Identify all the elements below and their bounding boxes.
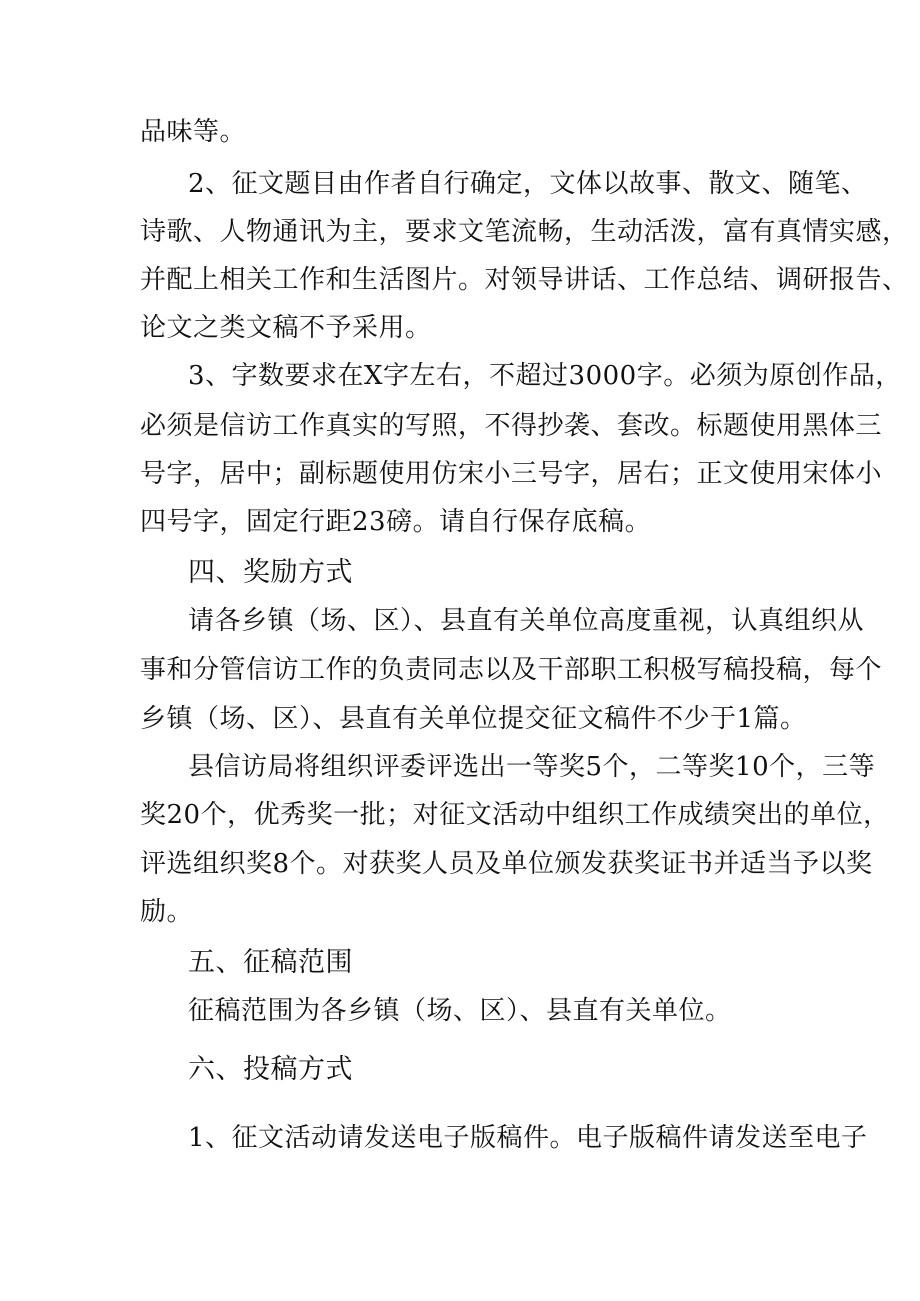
paragraph-line: 2、征文题目由作者自行确定，文体以故事、散文、随笔、 <box>188 169 868 199</box>
paragraph-line: 请各乡镇（场、区）、县直有关单位高度重视，认真组织从 <box>188 606 865 636</box>
paragraph-line: 论文之类文稿不予采用。 <box>140 313 432 343</box>
paragraph-line: 品味等。 <box>140 117 247 147</box>
paragraph-line: 奖20个，优秀奖一批；对征文活动中组织工作成绩突出的单位， <box>140 800 890 830</box>
paragraph-line: 乡镇（场、区）、县直有关单位提交征文稿件不少于1篇。 <box>140 704 807 734</box>
section-heading: 四、奖励方式 <box>188 557 353 588</box>
paragraph-line: 评选组织奖8个。对获奖人员及单位颁发获奖证书并适当予以奖 <box>140 849 873 879</box>
paragraph-line: 1、征文活动请发送电子版稿件。电子版稿件请发送至电子 <box>188 1123 868 1153</box>
paragraph-line: 并配上相关工作和生活图片。对领导讲话、工作总结、调研报告、 <box>140 265 909 295</box>
section-heading: 六、投稿方式 <box>188 1054 353 1085</box>
paragraph-line: 征稿范围为各乡镇（场、区）、县直有关单位。 <box>188 996 732 1026</box>
paragraph-line: 励。 <box>140 897 194 927</box>
paragraph-line: 必须是信访工作真实的写照，不得抄袭、套改。标题使用黑体三 <box>140 411 883 441</box>
paragraph-line: 四号字，固定行距23磅。请自行保存底稿。 <box>140 507 652 537</box>
paragraph-line: 诗歌、人物通讯为主，要求文笔流畅，生动活泼，富有真情实感， <box>140 217 909 247</box>
section-heading: 五、征稿范围 <box>188 947 353 978</box>
paragraph-line: 县信访局将组织评委评选出一等奖5个，二等奖10个，三等 <box>188 752 876 782</box>
paragraph-line: 号字，居中；副标题使用仿宋小三号字，居右；正文使用宋体小 <box>140 459 883 489</box>
paragraph-line: 3、字数要求在X字左右，不超过3000字。必须为原创作品， <box>188 361 902 391</box>
paragraph-line: 事和分管信访工作的负责同志以及干部职工积极写稿投稿，每个 <box>140 655 883 685</box>
